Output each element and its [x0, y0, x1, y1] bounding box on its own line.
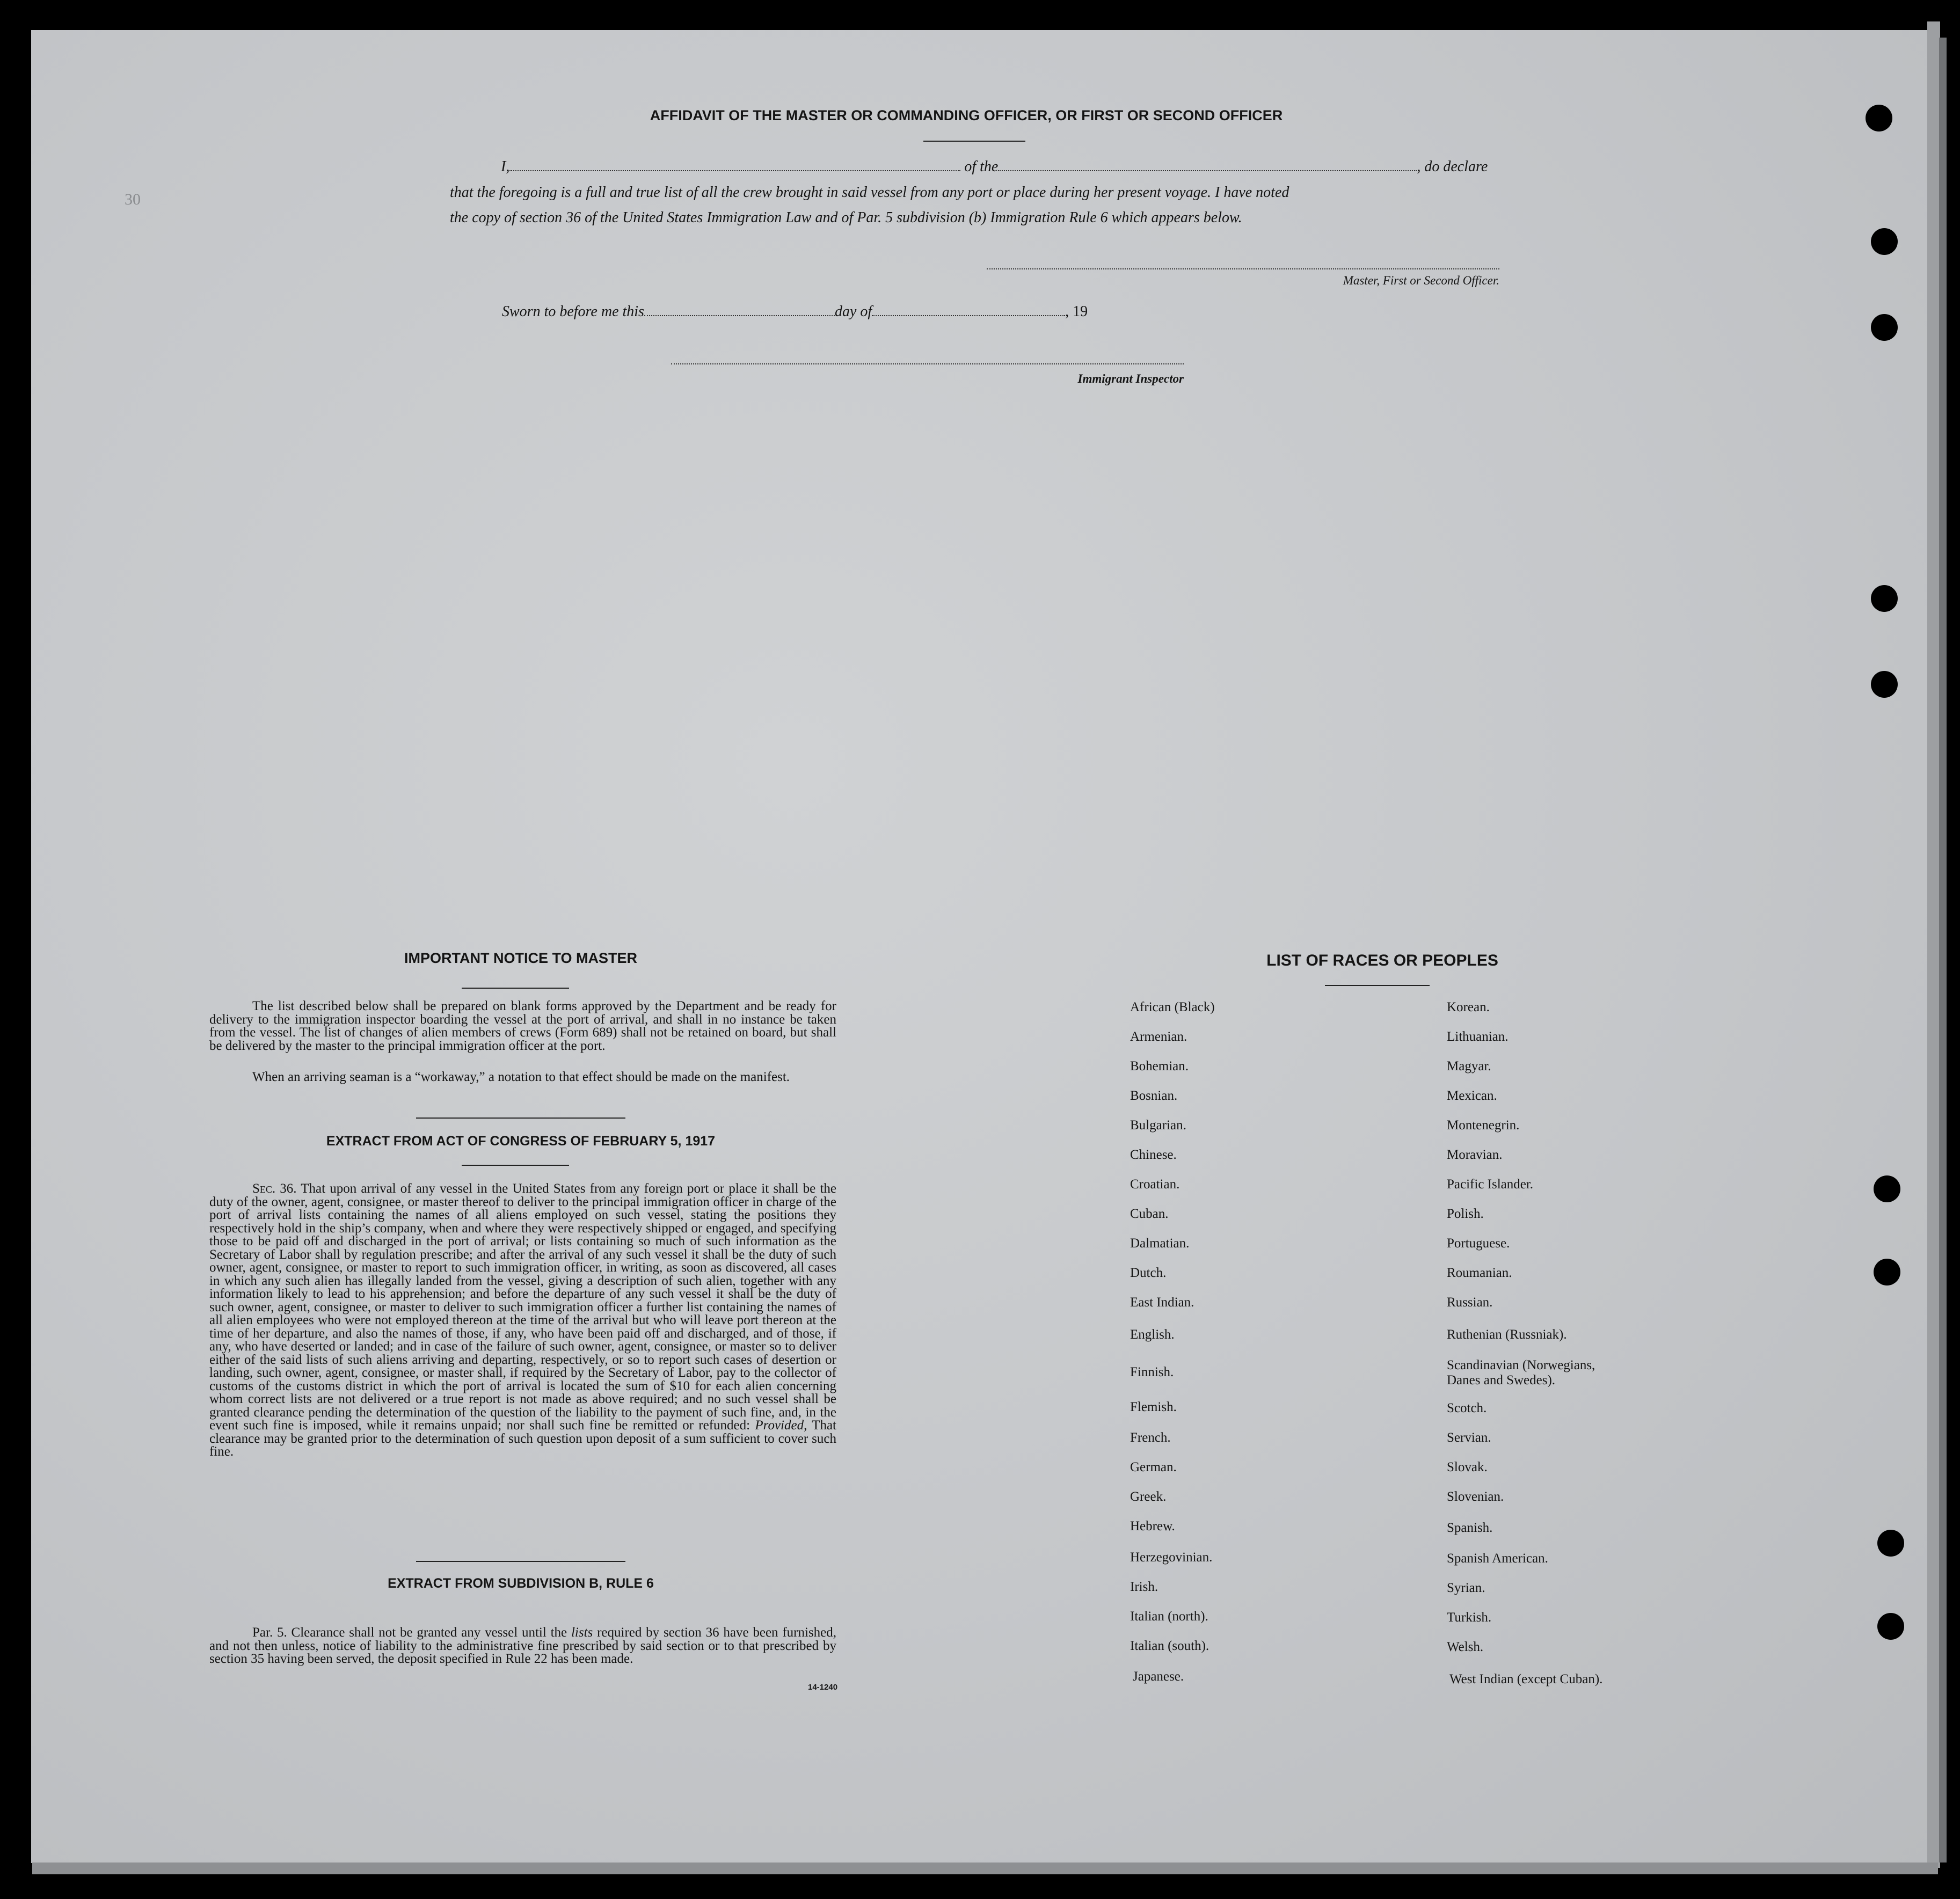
master-signature-label: Master, First or Second Officer.	[1343, 274, 1499, 287]
race-item: Ruthenian (Russniak).	[1447, 1327, 1567, 1342]
race-item: Herzegovinian.	[1130, 1550, 1213, 1565]
race-item: Hebrew.	[1130, 1519, 1175, 1533]
declaration-line-2: that the foregoing is a full and true list of all the crew brought in said vessel from any port or place during her present voyage. I have noted	[450, 184, 1289, 201]
declaration-line-1	[501, 157, 1488, 176]
act-body: That upon arrival of any vessel in the United States from any foreign port or place it shall be the duty of the owner, agent, consignee, or master thereof to deliver to the principal immigration officer in charge of the port of arrival lists containing the names of all aliens employed on such vessel, stating the positions they respectively hold in the ship’s company, when and where they were respectively shipped or engaged, and specifying those to be paid off and discharged in the port of arrival; or lists containing so much of such information as the Secretary of Labor shall by regulation prescribe; and after the arrival of any such vessel it shall be the duty of such owner, agent, consignee, or master to report to such immigration officer, in writing, as soon as discovered, all cases in which any such alien has illegally landed from the vessel, giving a description of such alien, together with any information likely to lead to his apprehension; and before the departure of any such vessel it shall be the duty of such owner, agent, consignee, or master to deliver to such immigration officer a further list containing the names of all alien employees who were not employed thereon at the time of the arrival but who will leave port thereon at the time of her departure, and also the names of those, if any, who have been paid off and discharged, and of those, if any, who have deserted or landed; and in case of the failure of such owner, agent, consignee, or master so to deliver either of the said lists of such aliens arriving and departing, respectively, or so to report such cases of desertion or landing, such owner, agent, consignee, or master shall, if required by the Secretary of Labor, pay to the collector of customs of the customs district in which the port of arrival is located the sum of $10 for each alien concerning whom correct lists are not delivered or a true report is not made as above required; and no such vessel shall be granted clearance pending the determination of the question of the liability to the payment of such fine, and, in the event such fine is imposed, while it remains unpaid; nor shall such fine be remitted or refunded:	[209, 1181, 836, 1433]
race-item: Turkish.	[1447, 1610, 1492, 1625]
punch-hole	[1874, 1175, 1900, 1202]
race-item: French.	[1130, 1430, 1171, 1445]
race-item: Dalmatian.	[1130, 1236, 1190, 1251]
margin-mark: 30	[125, 191, 141, 208]
race-item: Portuguese.	[1447, 1236, 1510, 1251]
act-section-36	[209, 1182, 836, 1459]
race-item: Korean.	[1447, 1000, 1490, 1014]
notice-para-2: When an arriving seaman is a “workaway,” a notation to that effect should be made on the manifest.	[252, 1070, 790, 1084]
race-item: African (Black)	[1130, 1000, 1215, 1014]
act-rule	[462, 1165, 569, 1166]
race-item: Bulgarian.	[1130, 1118, 1186, 1133]
rule-title: EXTRACT FROM SUBDIVISION B, RULE 6	[388, 1576, 654, 1591]
master-signature-line[interactable]	[987, 268, 1499, 269]
punch-hole	[1877, 1530, 1904, 1557]
race-item: Roumanian.	[1447, 1266, 1512, 1280]
sworn-line	[502, 302, 1088, 320]
sworn-label: Sworn to before me this	[502, 303, 644, 320]
race-item: Slovak.	[1447, 1460, 1488, 1474]
page-edge	[1927, 21, 1940, 1868]
race-item: Servian.	[1447, 1430, 1491, 1445]
affidavit-title: AFFIDAVIT OF THE MASTER OR COMMANDING OFFICER, OR FIRST OR SECOND OFFICER	[650, 107, 1283, 123]
day-of-label: day of	[834, 303, 872, 320]
form-number: 14-1240	[808, 1683, 838, 1692]
race-item: Syrian.	[1447, 1581, 1485, 1595]
punch-hole	[1866, 105, 1892, 132]
race-item: Finnish.	[1130, 1365, 1174, 1379]
race-item: Flemish.	[1130, 1400, 1177, 1414]
race-item: Italian (north).	[1130, 1609, 1208, 1624]
inspector-label: Immigrant Inspector	[1077, 372, 1184, 385]
race-item: Bosnian.	[1130, 1089, 1178, 1103]
lists-label: lists	[571, 1625, 593, 1640]
race-item: Slovenian.	[1447, 1489, 1504, 1504]
section-rule	[416, 1118, 625, 1119]
race-item: West Indian (except Cuban).	[1449, 1672, 1603, 1686]
section-rule	[416, 1561, 625, 1562]
race-item: Magyar.	[1447, 1059, 1491, 1073]
race-item: Welsh.	[1447, 1640, 1484, 1654]
race-item: Dutch.	[1130, 1266, 1167, 1280]
provided-label: Provided,	[755, 1418, 807, 1433]
year-label: , 19	[1065, 303, 1088, 320]
rule-body-a: Par. 5. Clearance shall not be granted any vessel until the	[252, 1625, 567, 1640]
declare-label: , do declare	[1417, 158, 1488, 175]
punch-hole	[1871, 585, 1898, 612]
declaration-line-3: the copy of section 36 of the United States Immigration Law and of Par. 5 subdivision (b) Immigration Rule 6 which appears below.	[450, 209, 1242, 226]
page-bottom-edge	[32, 1863, 1938, 1874]
punch-hole	[1871, 228, 1898, 255]
notice-para-1: The list described below shall be prepared on blank forms approved by the Department and be ready for delivery to the immigration inspector boarding the vessel at the port of arrival, and shall in no instance be taken from the vessel. The list of changes of alien members of crews (Form 689) shall not be retained on board, but shall be delivered by the master to the principal immigration officer at the port.	[209, 999, 836, 1053]
rule-par-5	[209, 1626, 836, 1666]
race-item: Scotch.	[1447, 1401, 1487, 1415]
race-item: Greek.	[1130, 1489, 1167, 1504]
punch-hole	[1874, 1259, 1900, 1286]
notice-title: IMPORTANT NOTICE TO MASTER	[404, 950, 637, 966]
page-edge-shadow	[1939, 38, 1947, 1863]
races-title: LIST OF RACES OR PEOPLES	[1266, 952, 1498, 969]
race-item: Lithuanian.	[1447, 1029, 1509, 1044]
race-item: Italian (south).	[1130, 1639, 1209, 1653]
race-item: Scandinavian (Norwegians, Danes and Swedes).	[1447, 1358, 1595, 1387]
of-the-label: of the	[964, 158, 999, 175]
race-item: Armenian.	[1130, 1029, 1187, 1044]
race-item: Pacific Islander.	[1447, 1177, 1534, 1192]
race-item: Polish.	[1447, 1207, 1484, 1221]
race-item: East Indian.	[1130, 1295, 1194, 1310]
declarant-label: I,	[501, 158, 510, 175]
race-item: Moravian.	[1447, 1148, 1503, 1162]
punch-hole	[1871, 314, 1898, 341]
race-item: English.	[1130, 1327, 1175, 1342]
sworn-month-field[interactable]	[872, 302, 1065, 316]
title-rule	[923, 141, 1025, 142]
race-item: Chinese.	[1130, 1148, 1177, 1162]
race-item: Russian.	[1447, 1295, 1493, 1310]
punch-hole	[1877, 1613, 1904, 1640]
punch-hole	[1871, 671, 1898, 698]
race-item: Japanese.	[1133, 1669, 1184, 1684]
race-item: Irish.	[1130, 1580, 1158, 1594]
act-tail: That clearance may be granted prior to the determination of such question upon deposit of a sum sufficient to cover such fine.	[209, 1418, 837, 1459]
race-item: Spanish.	[1447, 1521, 1493, 1535]
race-item: Bohemian.	[1130, 1059, 1189, 1073]
sworn-day-field[interactable]	[644, 302, 835, 316]
vessel-name-field[interactable]	[998, 157, 1417, 171]
act-title: EXTRACT FROM ACT OF CONGRESS OF FEBRUARY 5, 1917	[326, 1134, 716, 1149]
notice-rule	[462, 988, 569, 989]
section-label: Sec. 36.	[252, 1181, 297, 1196]
rule-body-b: required by section 36 have been furnished, and not then unless, notice of liability to the administrative fine prescribed by said section or to that prescribed by section 35 having been served, the deposit specified in Rule 22 has been made.	[209, 1625, 837, 1666]
inspector-signature-line[interactable]	[671, 363, 1184, 364]
race-item: German.	[1130, 1460, 1177, 1474]
race-item: Montenegrin.	[1447, 1118, 1520, 1133]
races-rule	[1325, 985, 1430, 986]
declarant-name-field[interactable]	[509, 157, 960, 171]
race-item: Cuban.	[1130, 1207, 1169, 1221]
race-item: Spanish American.	[1447, 1551, 1548, 1566]
race-item: Mexican.	[1447, 1089, 1497, 1103]
race-item: Croatian.	[1130, 1177, 1180, 1192]
